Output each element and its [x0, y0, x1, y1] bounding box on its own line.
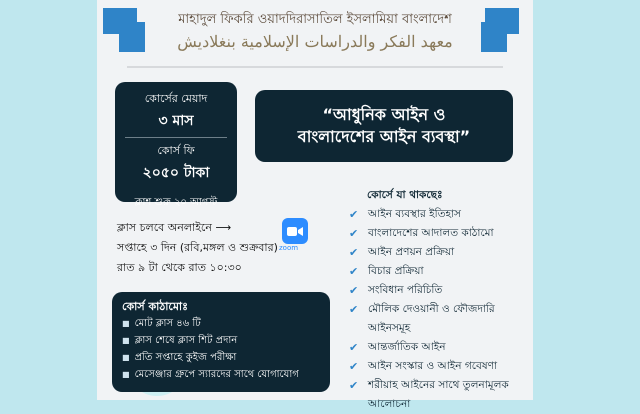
- list-item: ✔ বাংলাদেশের আদালত কাঠামো: [349, 224, 529, 243]
- bullet-icon: ■: [122, 336, 130, 345]
- list-item: ✔ আন্তর্জাতিক আইন: [349, 338, 529, 357]
- fee-value: ২০৫০ টাকা: [142, 165, 210, 181]
- list-item: ✔ আইন ব্যবস্থার ইতিহাস: [349, 205, 529, 224]
- course-title-box: [255, 90, 513, 162]
- bullet-icon: ■: [122, 353, 130, 362]
- class-start: ক্লাশ শুরু ২০ আগস্ট: [134, 197, 218, 208]
- check-icon: ✔: [349, 341, 359, 354]
- list-item: ✔ আইন সংস্কার ও আইন গবেষণা: [349, 357, 529, 376]
- check-icon: ✔: [349, 208, 359, 221]
- corner-square-right-2: [481, 22, 507, 52]
- schedule-time: রাত ৯ টা থেকে রাত ১০:৩০: [117, 261, 242, 274]
- duration-label: কোর্সের মেয়াদ: [144, 92, 208, 105]
- check-icon: ✔: [349, 246, 359, 259]
- check-icon: ✔: [349, 265, 359, 278]
- check-icon: ✔: [349, 379, 359, 392]
- list-item: ✔ সংবিধান পরিচিতি: [349, 281, 529, 300]
- check-icon: ✔: [349, 284, 359, 297]
- course-structure-heading: কোর্স কাঠামোঃ: [122, 300, 188, 313]
- arrow-right-icon: ⟶: [215, 221, 232, 234]
- list-item: ■ মেসেঞ্জার গ্রুপে স্যারদের সাথে যোগাযোগ: [122, 366, 320, 383]
- schedule-online: ক্লাস চলবে অনলাইনে ⟶: [117, 221, 232, 234]
- header-divider: [127, 66, 503, 68]
- bullet-icon: ■: [122, 319, 130, 328]
- check-icon: ✔: [349, 303, 359, 316]
- check-icon: ✔: [349, 227, 359, 240]
- includes-heading: কোর্সে যা থাকছেঃ: [367, 189, 443, 201]
- course-title: “আধুনিক আইন ও বাংলাদেশের আইন ব্যবস্থা”: [297, 105, 471, 146]
- zoom-label: zoom: [279, 244, 299, 252]
- fee-divider: [125, 137, 227, 138]
- fee-box: [115, 82, 237, 208]
- duration-value: ৩ মাস: [158, 113, 194, 129]
- schedule-days: সপ্তাহে ৩ দিন (রবি,মঙ্গল ও শুক্রবার): [117, 241, 278, 254]
- institute-name-bangla: মাহাদুল ফিকরি ওয়াদদিরাসাতিল ইসলামিয়া বাংলাদেশ: [178, 12, 452, 27]
- bullet-icon: ■: [122, 370, 130, 379]
- institute-name-arabic: معهد الفكر والدراسات الإسلامية بنغلاديش: [177, 32, 453, 51]
- zoom-icon: [282, 218, 308, 244]
- list-item: ✔ বিচার প্রক্রিয়া: [349, 262, 529, 281]
- fee-label: কোর্স ফি: [157, 144, 195, 157]
- list-item: ■ মোট ক্লাস ৪৬ টি: [122, 315, 320, 332]
- list-item: ■ ক্লাস শেষে ক্লাস শিট প্রদান: [122, 332, 320, 349]
- course-includes: [349, 186, 529, 414]
- schedule: [117, 218, 347, 278]
- course-structure-box: [112, 292, 330, 392]
- check-icon: ✔: [349, 360, 359, 373]
- corner-square-left-2: [119, 22, 145, 52]
- course-poster: [97, 0, 533, 410]
- list-item: ✔ আইন প্রণয়ন প্রক্রিয়া: [349, 243, 529, 262]
- list-item: ✔ মৌলিক দেওয়ানী ও ফৌজদারি আইনসমূহ: [349, 300, 529, 338]
- list-item: ■ প্রতি সপ্তাহে কুইজ পরীক্ষা: [122, 349, 320, 366]
- list-item: ✔ শরীয়াহ আইনের সাথে তুলনামূলক আলোচনা: [349, 376, 529, 414]
